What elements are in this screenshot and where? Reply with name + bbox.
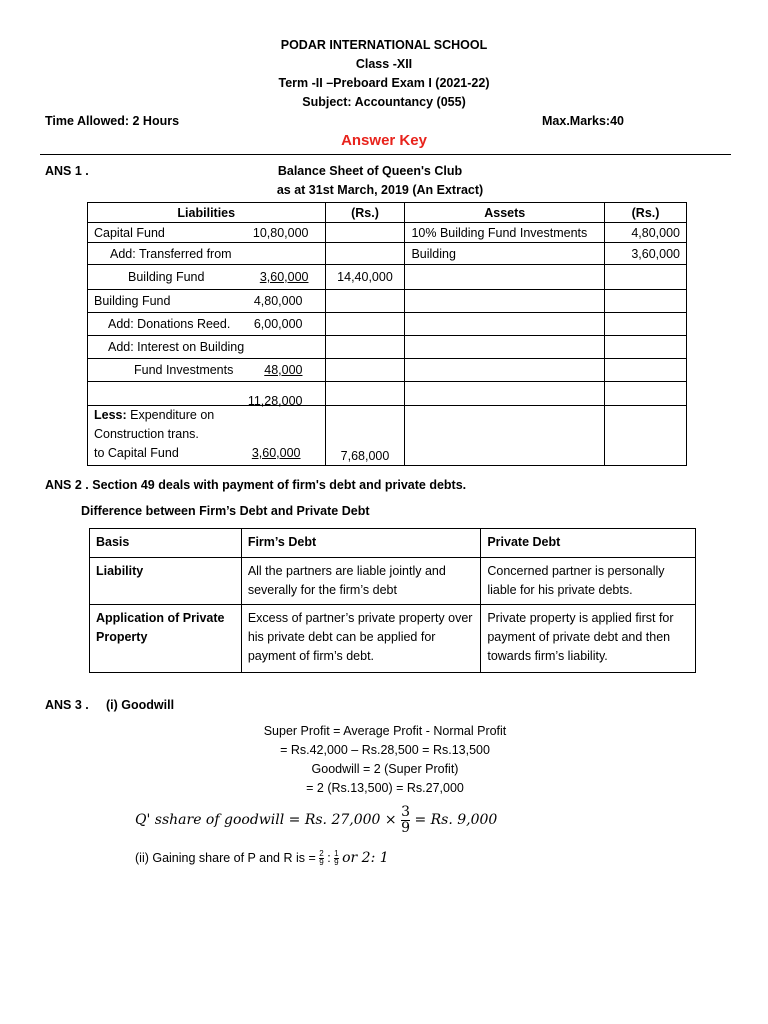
asset-amount <box>605 313 687 336</box>
basis-cell: Liability <box>90 558 242 605</box>
liability-text: Capital Fund <box>94 225 165 240</box>
less-label: Less: <box>94 408 127 422</box>
inner-amount: 48,000 <box>264 363 303 377</box>
goodwill-formula: Goodwill = 2 (Super Profit) <box>311 762 459 776</box>
inner-amount: 11,28,000 <box>247 393 303 408</box>
super-profit-line: Super Profit = Average Profit - Normal Profit <box>263 724 507 738</box>
inner-amount: 10,80,000 <box>252 225 309 240</box>
private-debt-cell: Concerned partner is personally liable for his private debts. <box>481 558 696 605</box>
amount <box>325 223 405 243</box>
amount: 7,68,000 <box>325 406 405 466</box>
asset-text <box>405 265 605 290</box>
school-name: PODAR INTERNATIONAL SCHOOL <box>280 38 488 52</box>
to-capital-fund-text: to Capital Fund <box>94 446 179 460</box>
answer-key-title: Answer Key <box>341 132 427 149</box>
denominator: 9 <box>334 858 339 868</box>
col-rs: (Rs.) <box>325 203 405 223</box>
asset-amount <box>605 265 687 290</box>
numerator: 3 <box>401 804 410 820</box>
balance-sheet-subtitle: as at 31st March, 2019 (An Extract) <box>276 183 484 197</box>
asset-text <box>405 313 605 336</box>
difference-table <box>89 528 696 673</box>
gaining-share-text: (ii) Gaining share of P and R is = <box>135 851 316 866</box>
liability-text: Add: Transferred from <box>110 246 232 261</box>
asset-amount <box>605 382 687 406</box>
col-basis: Basis <box>90 529 242 558</box>
amount: 14,40,000 <box>325 265 405 290</box>
expenditure-text: Expenditure on <box>126 408 215 422</box>
numerator: 2 <box>319 849 324 858</box>
construction-text: Construction trans. <box>94 427 199 441</box>
balance-sheet-table <box>87 202 687 466</box>
q-share-rhs: = Rs. 9,000 <box>414 812 498 829</box>
table-row <box>88 290 687 313</box>
amount <box>325 313 405 336</box>
table-header-row <box>88 203 687 223</box>
inner-amount: 6,00,000 <box>253 317 303 331</box>
asset-amount <box>605 359 687 382</box>
private-debt-cell: Private property is applied first for payment of private debt and then towards firm’s liability. <box>481 605 696 673</box>
asset-amount: 4,80,000 <box>605 223 687 243</box>
amount <box>325 382 405 406</box>
col-liabilities: Liabilities <box>88 203 326 223</box>
q-share-formula <box>135 805 497 835</box>
asset-text <box>405 336 605 359</box>
table-row <box>90 605 696 673</box>
firms-debt-cell: Excess of partner’s private property over his private debt can be applied for payment of firm’s debt. <box>241 605 481 673</box>
table-header-row <box>90 529 696 558</box>
q-share-lhs: Q' sshare of goodwill = Rs. 27,000 × <box>135 812 397 829</box>
table-row <box>88 265 687 290</box>
ans1-label: ANS 1 . <box>45 164 89 178</box>
denominator: 9 <box>401 819 410 836</box>
exam-label: Term -II –Preboard Exam I (2021-22) <box>278 76 490 90</box>
liability-text: Add: Donations Reed. <box>108 317 231 331</box>
firms-debt-cell: All the partners are liable jointly and severally for the firm’s debt <box>241 558 481 605</box>
goodwill-heading: (i) Goodwill <box>106 698 175 712</box>
table-row <box>88 243 687 265</box>
col-assets: Assets <box>405 203 605 223</box>
difference-title: Difference between Firm’s Debt and Private Debt <box>81 504 370 518</box>
table-row <box>88 223 687 243</box>
table-row <box>88 359 687 382</box>
ans2-label: ANS 2 . Section 49 deals with payment of firm's debt and private debts. <box>45 478 467 492</box>
asset-text: 10% Building Fund Investments <box>405 223 605 243</box>
subject-label: Subject: Accountancy (055) <box>302 95 466 109</box>
colon: : <box>327 851 331 866</box>
basis-cell: Application of Private Property <box>90 605 242 673</box>
asset-text: Building <box>405 243 605 265</box>
gaining-share-line <box>135 850 389 868</box>
ratio: or 2: 1 <box>342 850 389 867</box>
asset-text <box>405 382 605 406</box>
table-row <box>88 313 687 336</box>
col-firms-debt: Firm’s Debt <box>241 529 481 558</box>
balance-sheet-title: Balance Sheet of Queen's Club <box>277 164 463 178</box>
asset-text <box>405 359 605 382</box>
inner-amount: 3,60,000 <box>259 270 309 284</box>
goodwill-calc: = 2 (Rs.13,500) = Rs.27,000 <box>306 781 464 795</box>
inner-amount: 4,80,000 <box>253 294 303 308</box>
table-row <box>88 382 687 406</box>
max-marks: Max.Marks:40 <box>542 114 624 128</box>
inner-amount: 3,60,000 <box>251 446 301 460</box>
table-row <box>88 336 687 359</box>
asset-amount: 3,60,000 <box>605 243 687 265</box>
amount <box>325 336 405 359</box>
asset-amount <box>605 336 687 359</box>
table-row <box>90 558 696 605</box>
ans3-label: ANS 3 . <box>45 698 89 712</box>
liability-text: Fund Investments <box>134 363 234 377</box>
asset-text <box>405 290 605 313</box>
asset-amount <box>605 290 687 313</box>
amount <box>325 243 405 265</box>
denominator: 9 <box>319 858 324 868</box>
super-profit-calc: = Rs.42,000 – Rs.28,500 = Rs.13,500 <box>280 743 490 757</box>
numerator: 1 <box>334 849 339 858</box>
time-allowed: Time Allowed: 2 Hours <box>45 114 180 128</box>
col-rs-assets: (Rs.) <box>605 203 687 223</box>
col-private-debt: Private Debt <box>481 529 696 558</box>
liability-text: Add: Interest on Building <box>108 340 245 354</box>
amount <box>325 359 405 382</box>
liability-text: Building Fund <box>94 294 171 308</box>
table-row <box>88 406 687 466</box>
amount <box>325 290 405 313</box>
class-label: Class -XII <box>355 57 413 71</box>
divider <box>40 154 731 155</box>
liability-text: Building Fund <box>128 270 205 284</box>
